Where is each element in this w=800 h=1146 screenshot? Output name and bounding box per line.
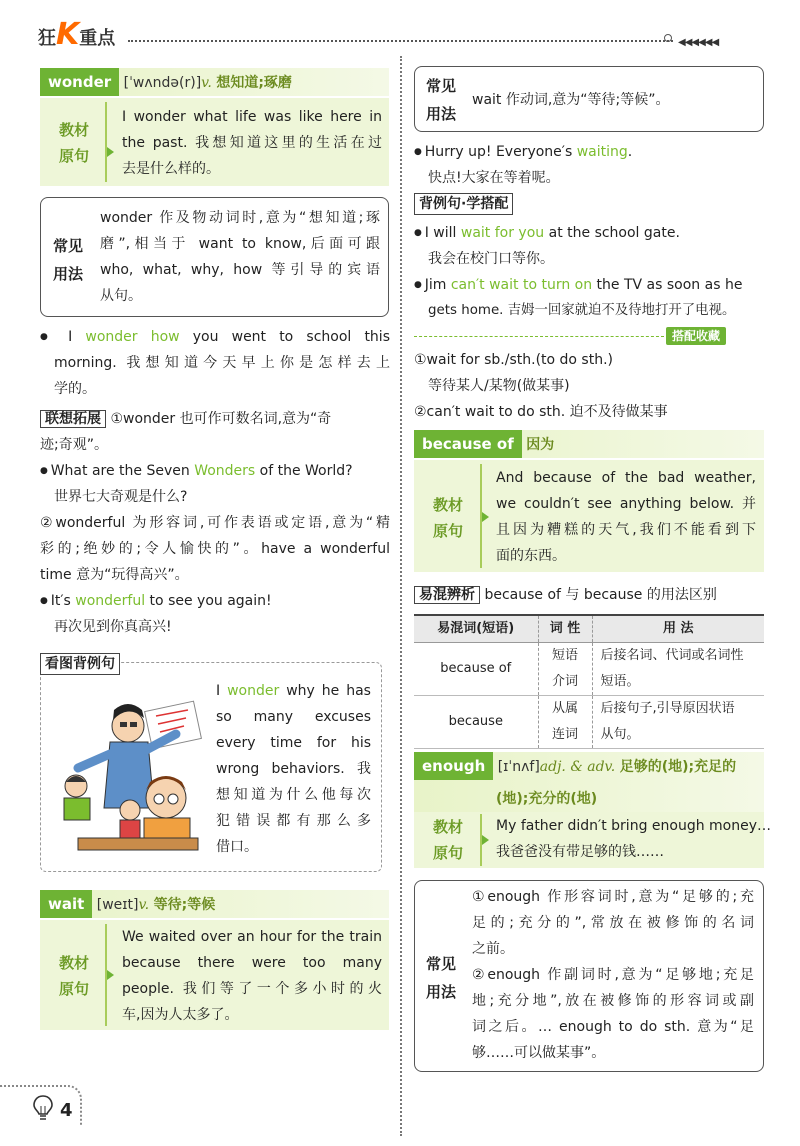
lightbulb-icon — [32, 1094, 54, 1122]
cell-pos: 短语 介词 — [538, 643, 592, 696]
table-header-row — [414, 615, 764, 643]
headword-wonder: wonder — [40, 68, 119, 96]
phonetic: [ɪˈnʌf] — [497, 759, 540, 775]
triangle-icon — [482, 512, 489, 522]
example-text: We waited over an hour for the train because there were too many people. 我们等了一个多小时的火 车,因为人太多了。 — [122, 929, 382, 1023]
part-of-speech: adj. & adv. — [539, 759, 616, 775]
entry-header-wait — [40, 890, 389, 918]
column-header: 词 性 — [538, 615, 592, 643]
header-circle — [664, 34, 672, 42]
usage-text: ①enough 作形容词时,意为“足够的;充 足的;充分的”,常放在被修饰的名词 之前。 ②enough 作副词时,意为“足够地;充足 地;充分地”,放在被修饰的形容词或副 词之后。… enough to do sth. 意为“足 够……可以做某事”。 — [472, 889, 754, 1061]
cell-pos: 从属 连词 — [538, 696, 592, 749]
page-number: 4 — [60, 1100, 73, 1121]
example-sentence-wait: ● Hurry up! Everyone′s waiting. 快点!大家在等着呢。 — [414, 139, 764, 191]
example-text: My father didn′t bring enough money… 我爸爸没有带足够的钱…… — [496, 818, 772, 860]
example-label: 教材 原句 — [58, 121, 89, 165]
cell-word: because of — [414, 643, 538, 696]
cell-usage: 后接名词、代词或名词性 短语。 — [592, 643, 764, 696]
usage-label: 常见 用法 — [425, 77, 456, 123]
recite-tag: 背例句·学搭配 — [414, 193, 513, 215]
logo-text-2: 重点 — [79, 28, 116, 49]
cartoon-teacher-students-illustration — [58, 698, 208, 858]
triangle-icon — [482, 835, 489, 845]
phonetic: [ˈwʌndə(r)] — [123, 75, 202, 91]
column-header: 用 法 — [592, 615, 764, 643]
cell-usage: 后接句子,引导原因状语 从句。 — [592, 696, 764, 749]
table-row — [414, 696, 764, 749]
collocations: ①wait for sb./sth.(to do sth.) 等待某人/某物(做某事) ②can′t wait to do sth. 迫不及待做某事 — [414, 352, 668, 420]
brand-logo — [38, 17, 116, 52]
collect-badge: 搭配收藏 — [666, 327, 726, 345]
triangle-icon — [107, 970, 114, 980]
picture-example-text: I wonder why he has so many excuses every time for his wrong behaviors. 我 想知道为什么他每次 犯错误都有那么多 借口。 — [216, 683, 371, 855]
entry-header-wonder — [40, 68, 389, 96]
example-label: 教材 原句 — [58, 954, 89, 998]
confuse-tag: 易混辨析 — [414, 586, 480, 604]
example-label: 教材 原句 — [432, 818, 463, 862]
header-arrows: ◀◀◀◀◀◀ — [678, 37, 719, 48]
column-divider — [400, 56, 402, 1136]
recite-sentences: ● I will wait for you at the school gate. 我会在校门口等你。 ● Jim can′t wait to turn on the TV as soon as he gets home. 吉姆一回家就迫不及待地打开了电视。 — [414, 220, 764, 324]
headword-enough: enough — [414, 752, 493, 780]
enough-header-line1 — [414, 752, 764, 780]
triangle-icon — [107, 147, 114, 157]
entry-header-because-of — [414, 430, 764, 458]
part-of-speech: v. — [138, 897, 150, 913]
usage-text: wait 作动词,意为“等待;等候”。 — [472, 92, 670, 108]
extension-section: 联想拓展 ①wonder 也可作可数名词,意为“奇 迹;奇观”。 ● What are the Seven Wonders of the World? 世界七大奇观是什么? ②wonderful 为形容词,可作表语或定语,意为“精 彩的;绝妙的;令人愉快的”。have a wonderful time 意为“玩得高兴”。 ● It′s wonderful to see you again! 再次见到你真高兴! — [40, 406, 390, 640]
confusion-heading: 易混辨析 because of 与 because 的用法区别 — [414, 582, 764, 608]
comparison-table — [414, 614, 764, 749]
headword-wait: wait — [40, 890, 92, 918]
logo-text-1: 狂 — [38, 28, 56, 49]
meaning: 想知道;琢磨 — [216, 75, 292, 91]
collect-divider — [414, 336, 664, 337]
meaning-continued: (地);充分的(地) — [496, 791, 598, 807]
phonetic: [weɪt] — [96, 897, 139, 913]
usage-text: wonder 作及物动词时,意为“想知道;琢 磨”,相当于 want to know,后面可跟 who, what, why, how 等引导的宾语 从句。 — [100, 210, 380, 304]
header-dotted-rule — [128, 40, 673, 42]
usage-label: 常见 用法 — [425, 955, 456, 1001]
column-header: 易混词(短语) — [414, 615, 538, 643]
example-text: And because of the bad weather, we couldn′t see anything below. 并 且因为糟糕的天气,我们不能看到下 面的东西。 — [496, 470, 756, 564]
table-row — [414, 643, 764, 696]
example-text: I wonder what life was like here in the past. 我想知道这里的生活在过 去是什么样的。 — [122, 109, 382, 177]
meaning: 因为 — [526, 437, 555, 453]
meaning: 足够的(地);充足的 — [619, 759, 737, 775]
headword-because-of: because of — [414, 430, 522, 458]
extension-tag: 联想拓展 — [40, 410, 106, 428]
picture-example-tag: 看图背例句 — [40, 653, 120, 675]
logo-k: K — [56, 17, 80, 52]
part-of-speech: v. — [201, 75, 212, 91]
example-label: 教材 原句 — [432, 496, 463, 540]
usage-label: 常见 用法 — [52, 237, 83, 283]
meaning: 等待;等候 — [153, 897, 216, 913]
example-divider — [105, 102, 107, 182]
cell-word: because — [414, 696, 538, 749]
example-sentence-wonder: ● I wonder how you went to school this morning. 我想知道今天早上你是怎样去上 学的。 — [40, 324, 390, 402]
